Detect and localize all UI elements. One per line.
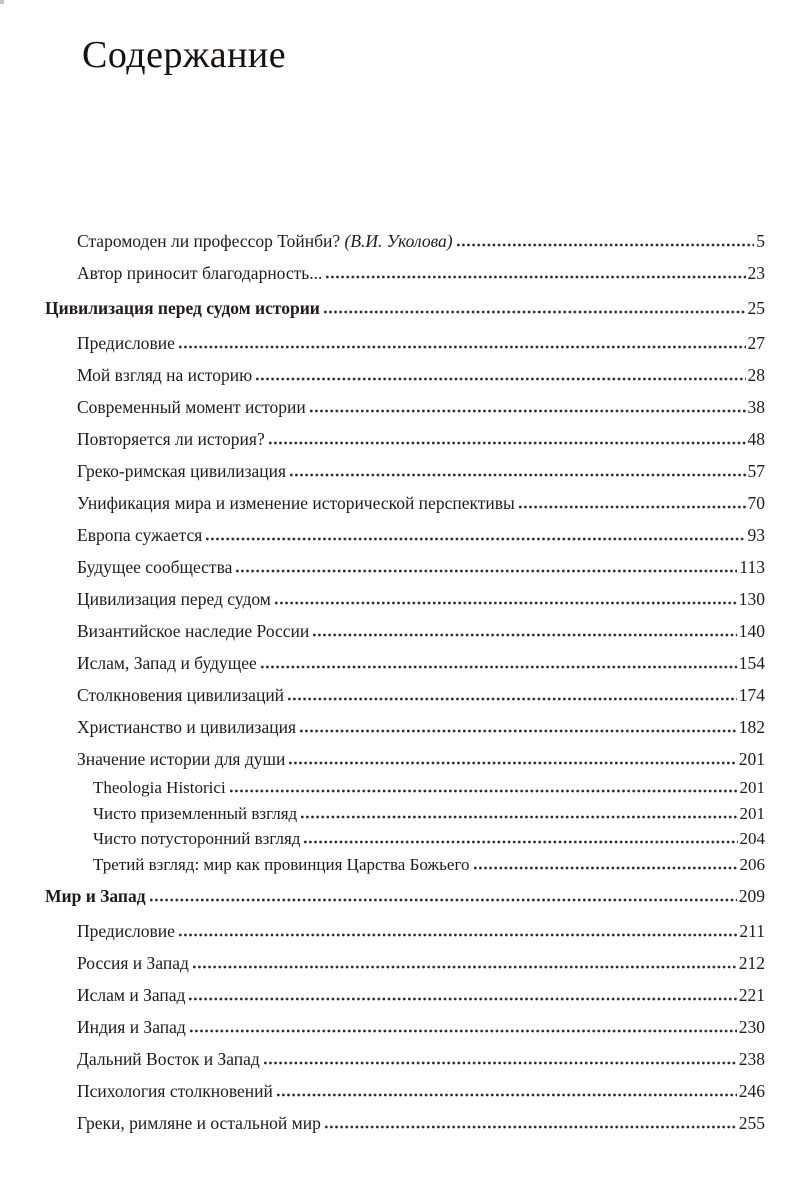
toc-entry [77, 615, 765, 647]
toc-entry [77, 225, 765, 257]
dot-leader [261, 665, 737, 669]
toc-entry [77, 359, 765, 391]
toc-entry [77, 391, 765, 423]
toc-entry-label-text: Цивилизация перед судом истории [45, 298, 320, 318]
toc-entry-page: 238 [738, 1049, 765, 1070]
toc-entry-page: 182 [738, 717, 765, 737]
toc-entry-label [45, 292, 320, 324]
toc-entry-label [77, 615, 309, 647]
toc-entry [77, 327, 765, 359]
dot-leader [179, 345, 746, 349]
toc-entry-label-text: Унификация мира и изменение исторической перспективы [77, 493, 515, 513]
toc-entry-label [77, 487, 515, 519]
toc-list [45, 225, 765, 1139]
toc-entry-label [77, 1043, 260, 1075]
toc-entry-label-text: Чисто приземленный взгляд [93, 803, 298, 823]
toc-entry-label [77, 391, 306, 423]
toc-entry-label [77, 647, 257, 679]
toc-entry-label-text: Предисловие [77, 921, 175, 942]
dot-leader [179, 933, 738, 937]
toc-entry-label [45, 880, 146, 912]
toc-entry-label [93, 826, 300, 852]
toc-entry [77, 711, 765, 743]
toc-entry-label-text: Мир и Запад [45, 886, 146, 907]
dot-leader [150, 898, 737, 902]
toc-entry-label [93, 852, 470, 878]
toc-entry-label [77, 583, 271, 615]
dot-leader [275, 601, 737, 605]
toc-entry-page: 28 [747, 365, 765, 385]
toc-entry-label [93, 775, 226, 801]
dot-leader [256, 377, 745, 381]
toc-entry-page: 27 [747, 333, 765, 353]
toc-entry-label-text: Чисто потусторонний взгляд [93, 829, 301, 849]
toc-entry [77, 583, 765, 615]
toc-entry-label-text: Россия и Запад [77, 953, 189, 974]
toc-entry-label [77, 711, 296, 743]
toc-entry-label-text: Современный момент истории [77, 397, 306, 417]
dot-leader [230, 789, 738, 793]
dot-leader [288, 697, 737, 701]
dot-leader [206, 537, 745, 541]
dot-leader [236, 569, 737, 573]
scan-corner-artifact [0, 0, 4, 4]
toc-entry-label-text: Значение истории для души [77, 749, 286, 769]
toc-entry-page: 201 [738, 749, 765, 769]
dot-leader [313, 633, 736, 637]
toc-entry [93, 801, 765, 827]
toc-entry [77, 551, 765, 583]
toc-entry-label [77, 519, 202, 551]
toc-entry-page: 211 [739, 921, 765, 942]
toc-entry-page: 212 [738, 953, 765, 974]
dot-leader [189, 997, 736, 1001]
toc-entry-label [77, 679, 284, 711]
toc-entry-label-text: Психология столкновений [77, 1081, 273, 1102]
dot-leader [304, 840, 737, 844]
toc-entry-page: 23 [747, 263, 765, 283]
dot-leader [457, 243, 755, 247]
toc-entry [77, 1043, 765, 1075]
toc-entry-label-text: Греки, римляне и остальной мир [77, 1113, 321, 1134]
toc-entry-label [77, 1011, 186, 1043]
dot-leader [474, 866, 738, 870]
toc-entry-label-text: Theologia Historici [93, 778, 226, 797]
toc-entry-label-text: Будущее сообщества [77, 557, 233, 577]
toc-entry-label-text: Ислам и Запад [77, 985, 186, 1006]
toc-entry-label-text: Византийское наследие России [77, 621, 310, 641]
dot-leader [269, 441, 746, 445]
toc-entry-label-text: Мой взгляд на историю [77, 365, 253, 385]
toc-entry-page: 130 [738, 589, 765, 609]
toc-entry-label [77, 327, 175, 359]
toc-entry-page: 221 [738, 985, 765, 1006]
toc-entry-page: 57 [747, 461, 765, 481]
toc-entry-label-text: Старомоден ли профессор Тойнби? [77, 231, 345, 251]
toc-entry [77, 1107, 765, 1139]
toc-entry-label-text: Ислам, Запад и будущее [77, 653, 257, 673]
dot-leader [519, 505, 746, 509]
toc-entry-label [77, 257, 322, 289]
toc-entry-label-text: Цивилизация перед судом [77, 589, 271, 609]
toc-entry [77, 519, 765, 551]
toc-entry [77, 455, 765, 487]
toc-entry-page: 154 [738, 653, 765, 673]
toc-entry-page: 113 [739, 557, 765, 577]
toc-entry-label-text: Предисловие [77, 333, 175, 353]
toc-entry-label [77, 455, 286, 487]
toc-entry-page: 206 [739, 854, 765, 874]
toc-entry-page: 255 [738, 1113, 765, 1134]
toc-entry-page: 174 [738, 685, 765, 705]
toc-entry-label-text: Автор приносит благодарность... [77, 263, 323, 283]
toc-entry-page: 201 [739, 803, 765, 823]
dot-leader [264, 1061, 737, 1065]
toc-entry-label [77, 979, 185, 1011]
dot-leader [193, 965, 737, 969]
toc-entry-page: 48 [747, 429, 765, 449]
toc-entry [93, 826, 765, 852]
toc-entry [77, 947, 765, 979]
toc-entry-label [93, 801, 297, 827]
toc-entry-page: 204 [739, 829, 765, 849]
toc-entry-label-text: Дальний Восток и Запад [77, 1049, 260, 1070]
toc-entry [77, 679, 765, 711]
toc-entry-label-text: Греко-римская цивилизация [77, 461, 287, 481]
toc-entry [77, 1075, 765, 1107]
toc-entry-label [77, 1107, 321, 1139]
toc-entry [45, 880, 765, 912]
toc-entry-label-text: Повторяется ли история? [77, 429, 265, 449]
toc-entry-label-text: Христианство и цивилизация [77, 717, 297, 737]
toc-entry-label [77, 1075, 273, 1107]
toc-entry [77, 743, 765, 775]
toc-entry-label-italic: (В.И. Уколова) [344, 231, 453, 251]
toc-entry [77, 257, 765, 289]
dot-leader [290, 473, 745, 477]
dot-leader [190, 1029, 737, 1033]
toc-entry-label [77, 551, 232, 583]
dot-leader [300, 729, 737, 733]
toc-entry-label [77, 359, 252, 391]
dot-leader [310, 409, 746, 413]
toc-entry-page: 5 [756, 231, 765, 251]
toc-entry-page: 93 [747, 525, 765, 545]
toc-entry-label [77, 743, 285, 775]
toc-entry-label [77, 915, 175, 947]
toc-entry [77, 979, 765, 1011]
page-title: Содержание [82, 34, 287, 76]
dot-leader [289, 761, 736, 765]
dot-leader [326, 275, 745, 279]
toc-entry-label-text: Столкновения цивилизаций [77, 685, 285, 705]
toc-entry-page: 230 [738, 1017, 765, 1038]
toc-entry-label-text: Европа сужается [77, 525, 203, 545]
dot-leader [301, 815, 737, 819]
toc-entry [45, 292, 765, 324]
toc-entry-label-text: Индия и Запад [77, 1017, 186, 1038]
toc-entry-label [77, 225, 453, 257]
dot-leader [277, 1093, 737, 1097]
toc-entry [77, 915, 765, 947]
toc-entry-label [77, 947, 189, 979]
toc-entry-page: 25 [747, 298, 765, 318]
toc-entry-page: 201 [739, 778, 765, 797]
toc-entry [77, 487, 765, 519]
toc-entry [77, 647, 765, 679]
toc-entry-page: 246 [738, 1081, 765, 1102]
toc-entry-page: 140 [738, 621, 765, 641]
toc-entry [93, 775, 765, 801]
dot-leader [325, 1125, 737, 1129]
toc-entry [77, 1011, 765, 1043]
toc-entry [93, 852, 765, 878]
toc-entry-page: 209 [738, 886, 765, 907]
toc-entry-page: 70 [747, 493, 765, 513]
dot-leader [324, 310, 746, 314]
toc-entry-page: 38 [747, 397, 765, 417]
toc-entry-label-text: Третий взгляд: мир как провинция Царства Божьего [93, 854, 470, 874]
toc-entry-label [77, 423, 265, 455]
toc-entry [77, 423, 765, 455]
